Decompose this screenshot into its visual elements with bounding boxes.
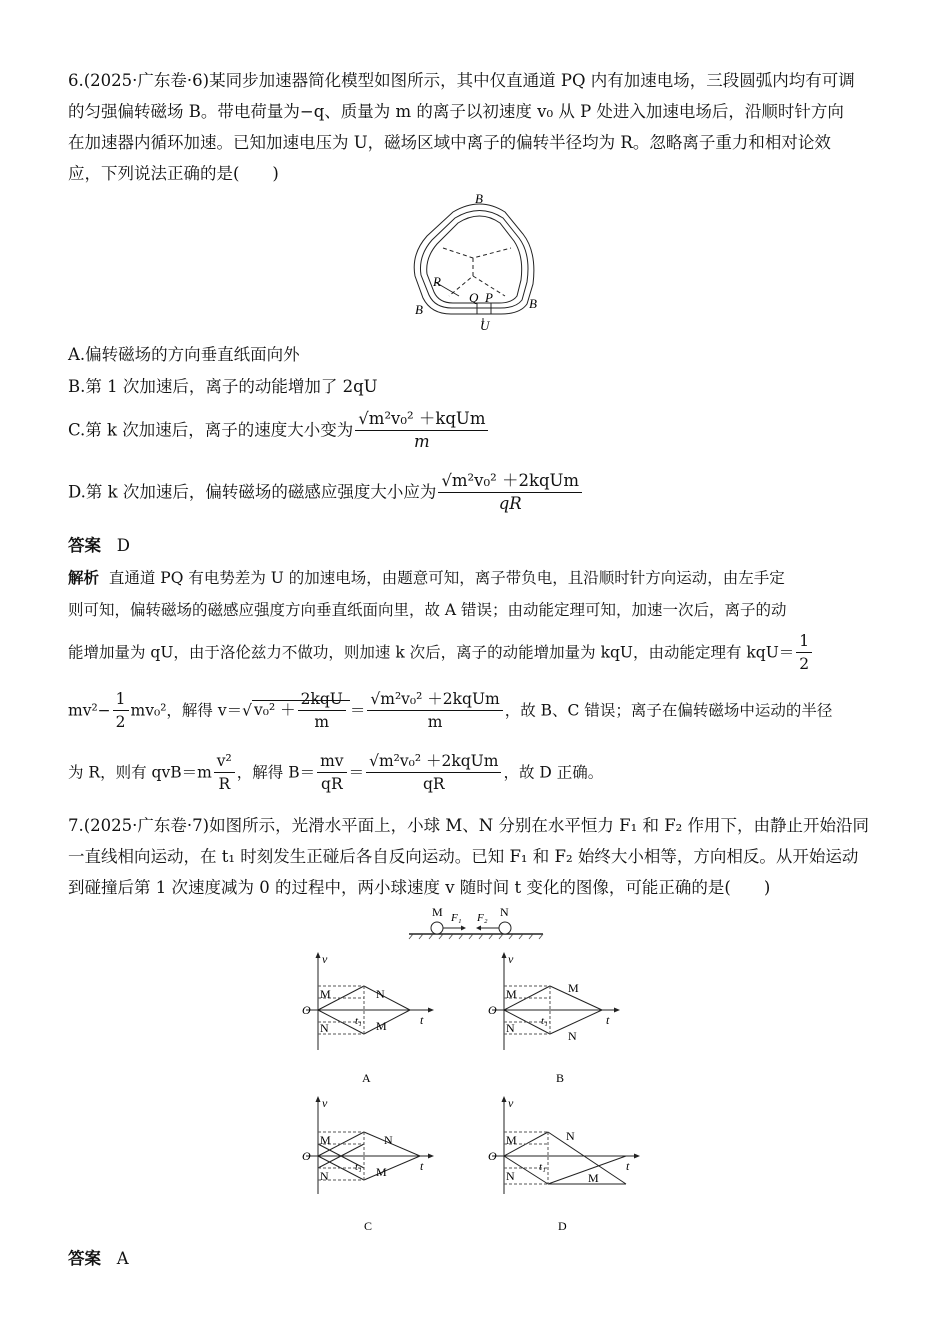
q6-stem-line-2: 的匀强偏转磁场 B。带电荷量为−q、质量为 m 的离子以初速度 v₀ 从 P 处进入加速电场后，沿顺时针方向 <box>68 102 844 121</box>
graph-a-m1: M <box>320 987 331 1001</box>
q6-a5-f1-numerator: v² <box>214 750 235 773</box>
q6-a4-equals: ＝ <box>349 701 366 720</box>
q6-a5-denominator: qR <box>422 775 445 793</box>
graph-c-m2: M <box>376 1165 387 1179</box>
graph-a-o: O <box>302 1003 311 1017</box>
balls-label-f2: F₂ <box>477 912 488 924</box>
q6-answer-value: D <box>116 536 130 555</box>
graph-a-t1: t₁ <box>355 1015 362 1027</box>
q6-option-a: A.偏转磁场的方向垂直纸面向外 <box>68 345 300 364</box>
figure-label-b-left: B <box>415 302 423 317</box>
q6-stem-line-1: 6.(2025·广东卷·6)某同步加速器简化模型如图所示，其中仅直通道 PQ 内有加速电场，三段圆弧内均有可调 <box>68 71 855 90</box>
graph-b-o: O <box>488 1003 497 1017</box>
q6-option-d <box>68 470 584 515</box>
q6-a5-f2-numerator: mv <box>317 750 346 773</box>
graph-b-v: v <box>508 952 514 966</box>
q6-analysis-line-5 <box>68 750 603 795</box>
q6-answer-label: 答案 <box>68 536 101 555</box>
q6-a3-half-numerator: 1 <box>796 630 812 653</box>
q6-analysis-line-4: mv²− $\frac{1}{2}$ mv₀²，解得 v＝√ v₀² ＋ $\frac{\text{2kqU}}{m}$ ＝ $\frac{\text{√m²v₀² ＋2kqUm}}{m}$ ，故 B、C 错误；离子在偏转磁场中运动的半径 <box>68 690 833 731</box>
balls-label-f1: F₁ <box>451 912 462 924</box>
q6-a4-half-denominator: 2 <box>115 713 126 731</box>
figure-label-q: Q <box>469 290 479 305</box>
graph-d-m1: M <box>506 1133 517 1147</box>
graph-c-n1: N <box>384 1133 393 1147</box>
q6-option-c-denominator: m <box>414 432 430 451</box>
q6-analysis-line-2: 则可知，偏转磁场的磁感应强度方向垂直纸面向里，故 A 错误；由动能定理可知，加速一次后，离子的动 <box>68 601 787 619</box>
graph-d-n1: N <box>566 1129 575 1143</box>
q6-analysis-text-3: 能增加量为 qU，由于洛伦兹力不做功，则加速 k 次后，离子的动能增加量为 kqU，由动能定理有 kqU＝ <box>68 643 795 662</box>
q6-a4-mid: mv₀²，解得 v＝ <box>130 701 243 720</box>
graph-a-t: t <box>420 1013 424 1027</box>
balls-label-m: M <box>432 905 443 919</box>
graph-b-m1: M <box>506 987 517 1001</box>
q6-a3-half-denominator: 2 <box>799 655 810 673</box>
figure-label-b-top: B <box>475 192 483 206</box>
q7-stem-line-2: 一直线相向运动，在 t₁ 时刻发生正碰后各自反向运动。已知 F₁ 和 F₂ 始终大小相等，方向相反。从开始运动 <box>68 847 859 866</box>
graph-c-caption: C <box>364 1219 373 1233</box>
q6-option-d-text: D.第 k 次加速后，偏转磁场的磁感应强度大小应为 <box>68 482 437 502</box>
graph-b <box>484 950 624 1090</box>
graph-a-n1: N <box>376 987 385 1001</box>
graph-d-caption: D <box>558 1219 567 1233</box>
q7-answer-label: 答案 <box>68 1249 101 1268</box>
q6-a4-inner-numerator: 2kqU <box>298 688 346 711</box>
graph-b-t1: t₁ <box>541 1015 548 1027</box>
graph-a-v: v <box>322 952 328 966</box>
q6-a4-inner-denominator: m <box>314 713 330 731</box>
q6-option-c-numerator: √m²v₀² ＋kqUm <box>355 408 488 431</box>
balls-figure <box>405 904 547 940</box>
q6-a5-equals: ＝ <box>348 763 365 782</box>
q6-stem-line-4: 应，下列说法正确的是( ) <box>68 164 279 183</box>
graph-c-v: v <box>322 1096 328 1110</box>
graph-c-t: t <box>420 1159 424 1173</box>
graph-b-caption: B <box>556 1071 565 1085</box>
q6-a5-numerator: √m²v₀² ＋2kqUm <box>366 750 501 773</box>
q7-answer <box>68 1248 129 1270</box>
q6-a4-radicand: v₀² ＋ <box>254 700 296 719</box>
graph-a <box>298 950 438 1090</box>
graph-a-m2: M <box>376 1019 387 1033</box>
graph-d-o: O <box>488 1149 497 1163</box>
graph-d-v: v <box>508 1096 514 1110</box>
q6-a4-denominator: m <box>427 713 443 731</box>
q6-a5-post: ，故 D 正确。 <box>503 763 604 782</box>
graph-c-n2: N <box>320 1169 329 1183</box>
q6-analysis-line-1 <box>68 567 785 589</box>
graph-d-t: t <box>626 1159 630 1173</box>
q6-option-d-denominator: qR <box>498 494 522 513</box>
graph-c-t1: t₁ <box>355 1161 362 1173</box>
q6-a4-post: ，故 B、C 错误；离子在偏转磁场中运动的半径 <box>504 701 833 720</box>
q6-analysis-label: 解析 <box>68 568 100 587</box>
figure-label-u: U <box>480 318 490 333</box>
graph-d-n2: N <box>506 1169 515 1183</box>
q6-a4-pre: mv²− <box>68 701 111 720</box>
q6-stem-line-3: 在加速器内循环加速。已知加速电压为 U，磁场区域中离子的偏转半径均为 R。忽略离子重力和相对论效 <box>68 133 831 152</box>
q6-a4-numerator: √m²v₀² ＋2kqUm <box>367 688 502 711</box>
q6-a4-half-numerator: 1 <box>113 688 129 711</box>
q6-analysis-line-3 <box>68 630 814 675</box>
graph-a-n2: N <box>320 1021 329 1035</box>
q6-option-c <box>68 408 490 453</box>
graph-a-caption: A <box>362 1071 371 1085</box>
graph-d-m2: M <box>588 1171 599 1185</box>
graph-b-m2: M <box>568 981 579 995</box>
accelerator-figure <box>405 192 555 334</box>
q6-option-d-numerator: √m²v₀² ＋2kqUm <box>438 470 582 493</box>
q7-answer-value: A <box>116 1249 129 1268</box>
q7-stem-line-3: 到碰撞后第 1 次速度减为 0 的过程中，两小球速度 v 随时间 t 变化的图像，可能正确的是( ) <box>68 878 771 897</box>
q6-a5-f1-denominator: R <box>218 775 231 793</box>
graph-b-t: t <box>606 1013 610 1027</box>
q6-a5-mid: ，解得 B＝ <box>236 763 316 782</box>
q6-answer <box>68 535 130 557</box>
q6-option-c-text: C.第 k 次加速后，离子的速度大小变为 <box>68 420 354 440</box>
balls-label-n: N <box>500 905 509 919</box>
q6-a5-pre: 为 R，则有 qvB＝m <box>68 763 212 782</box>
graph-d-t1: t₁ <box>539 1161 546 1173</box>
figure-label-p: P <box>485 290 493 305</box>
graph-c-o: O <box>302 1149 311 1163</box>
q6-a5-f2-denominator: qR <box>321 775 343 793</box>
q7-stem-line-1: 7.(2025·广东卷·7)如图所示，光滑水平面上，小球 M、N 分别在水平恒力 F₁ 和 F₂ 作用下，由静止开始沿同 <box>68 816 870 835</box>
graph-b-n2: N <box>568 1029 577 1043</box>
q6-option-b: B.第 1 次加速后，离子的动能增加了 2qU <box>68 377 378 396</box>
graph-d <box>484 1094 644 1234</box>
graph-c-m1: M <box>320 1133 331 1147</box>
graph-b-n1: N <box>506 1021 515 1035</box>
q6-analysis-text-1: 直通道 PQ 有电势差为 U 的加速电场，由题意可知，离子带负电，且沿顺时针方向运动，由左手定 <box>108 569 785 587</box>
figure-label-b-right: B <box>529 296 537 311</box>
figure-label-r: R <box>433 274 441 289</box>
graph-c <box>298 1094 438 1234</box>
